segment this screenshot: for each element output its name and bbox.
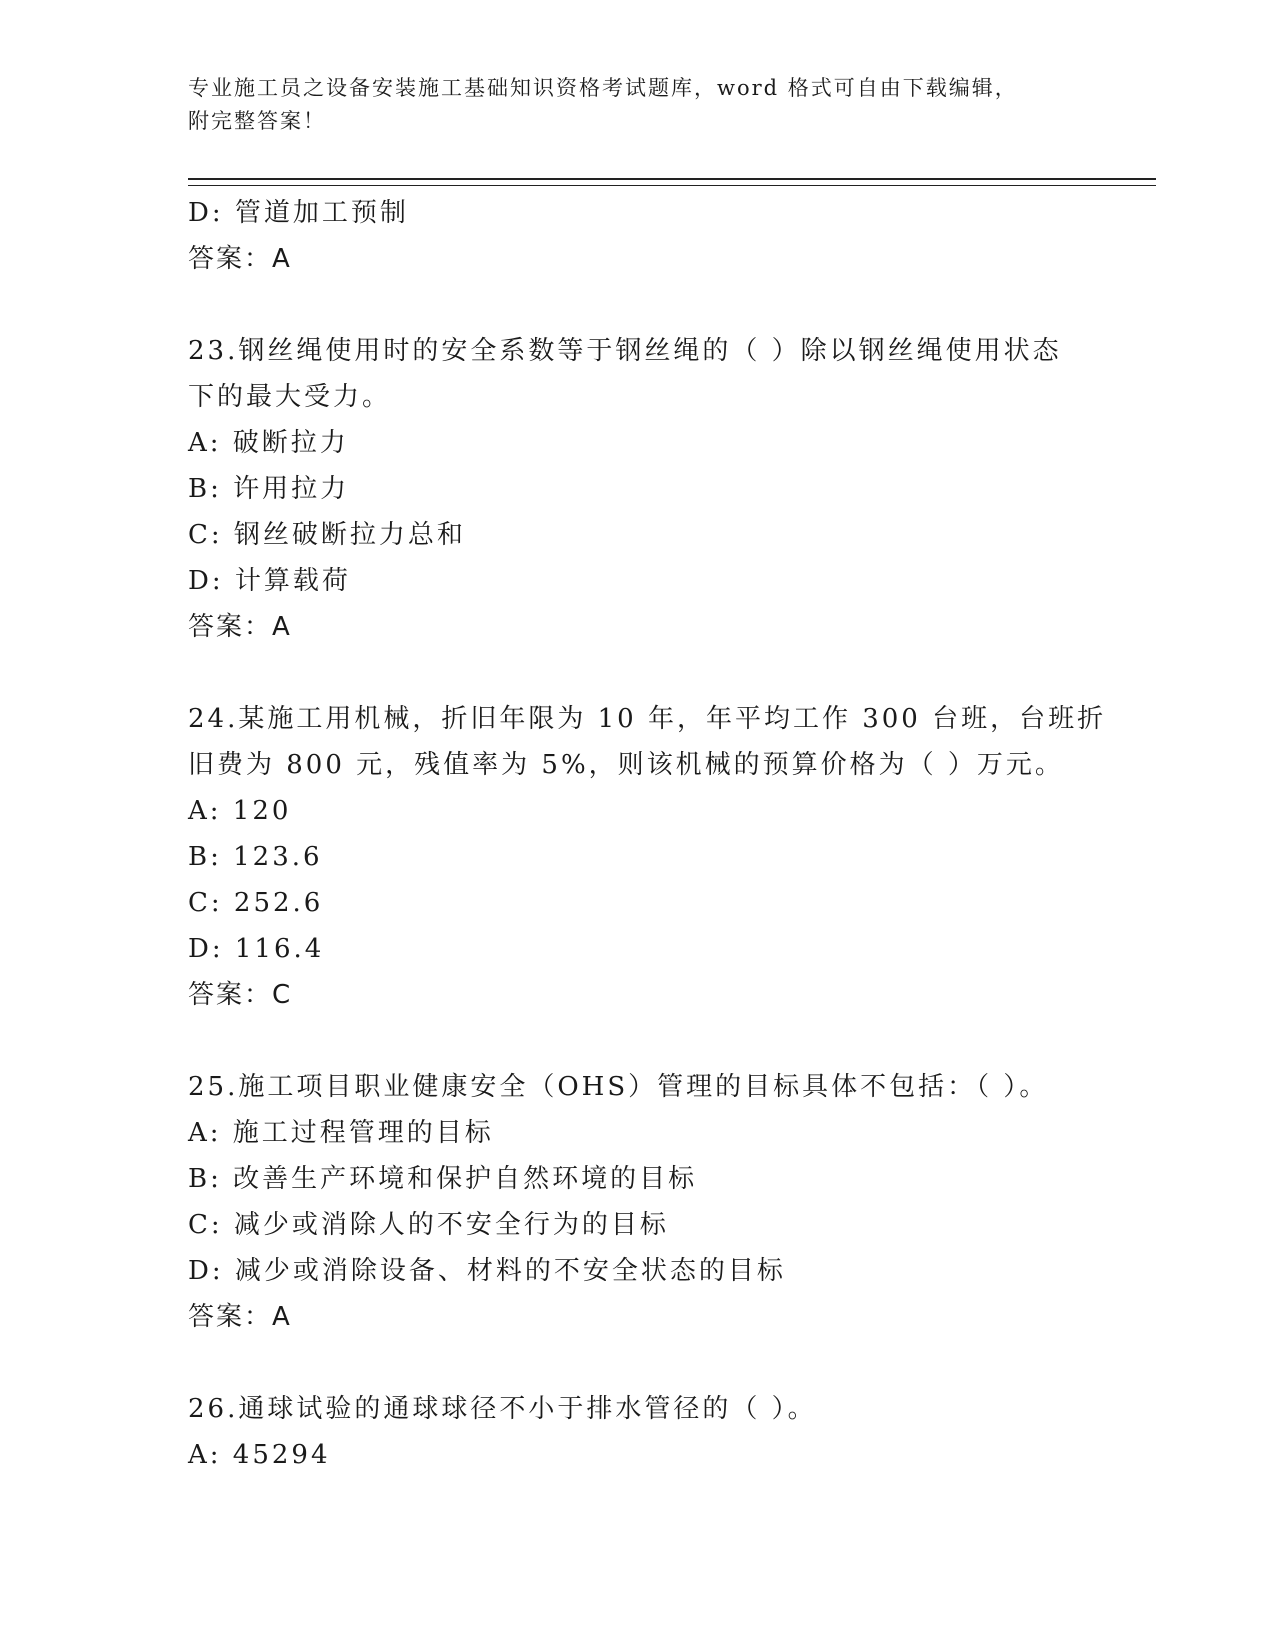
option-b: B: 许用拉力 [188,474,350,504]
document-body [188,190,1107,1478]
question-stem-line-1: 26.通球试验的通球球径不小于排水管径的（ ）。 [188,1394,817,1424]
question-stem-line-1: 25.施工项目职业健康安全（OHS）管理的目标具体不包括：（ ）。 [188,1072,1049,1102]
option-b: B: 123.6 [188,842,323,872]
answer-line: 答案：C [188,980,293,1010]
question-23 [188,328,1088,650]
spacer [188,650,1088,696]
option-c: C: 252.6 [188,888,324,918]
spacer [188,282,1088,328]
option-d: D: 计算载荷 [188,566,351,596]
question-stem-line-1: 23.钢丝绳使用时的安全系数等于钢丝绳的（ ）除以钢丝绳使用状态 [188,336,1062,366]
question-stem-line-1: 24.某施工用机械，折旧年限为 10 年，年平均工作 300 台班，台班折 [188,704,1107,734]
answer-line: 答案：A [188,1302,292,1332]
question-24 [188,696,1107,1018]
question-26 [188,1386,1088,1478]
answer-line: 答案：A [188,244,292,274]
spacer [188,1018,1088,1064]
option-b: B: 改善生产环境和保护自然环境的目标 [188,1164,698,1194]
header-line-2: 附完整答案！ [188,109,326,133]
option-c: C: 减少或消除人的不安全行为的目标 [188,1210,669,1240]
option-a: A: 45294 [188,1440,331,1470]
header-line-1: 专业施工员之设备安装施工基础知识资格考试题库，word 格式可自由下载编辑， [188,76,1018,100]
option-d: D: 116.4 [188,934,325,964]
question-stem-line-2: 旧费为 800 元，残值率为 5%，则该机械的预算价格为（ ）万元。 [188,750,1064,780]
option-d: D: 减少或消除设备、材料的不安全状态的目标 [188,1256,786,1286]
option-d: D: 管道加工预制 [188,198,409,228]
question-25 [188,1064,1088,1340]
header-divider [188,178,1156,186]
answer-line: 答案：A [188,612,292,642]
document-header [188,72,1068,138]
option-a: A: 破断拉力 [188,428,349,458]
spacer [188,1340,1088,1386]
option-a: A: 施工过程管理的目标 [188,1118,494,1148]
question-stem-line-2: 下的最大受力。 [188,382,392,412]
option-c: C: 钢丝破断拉力总和 [188,520,466,550]
option-a: A: 120 [188,796,292,826]
